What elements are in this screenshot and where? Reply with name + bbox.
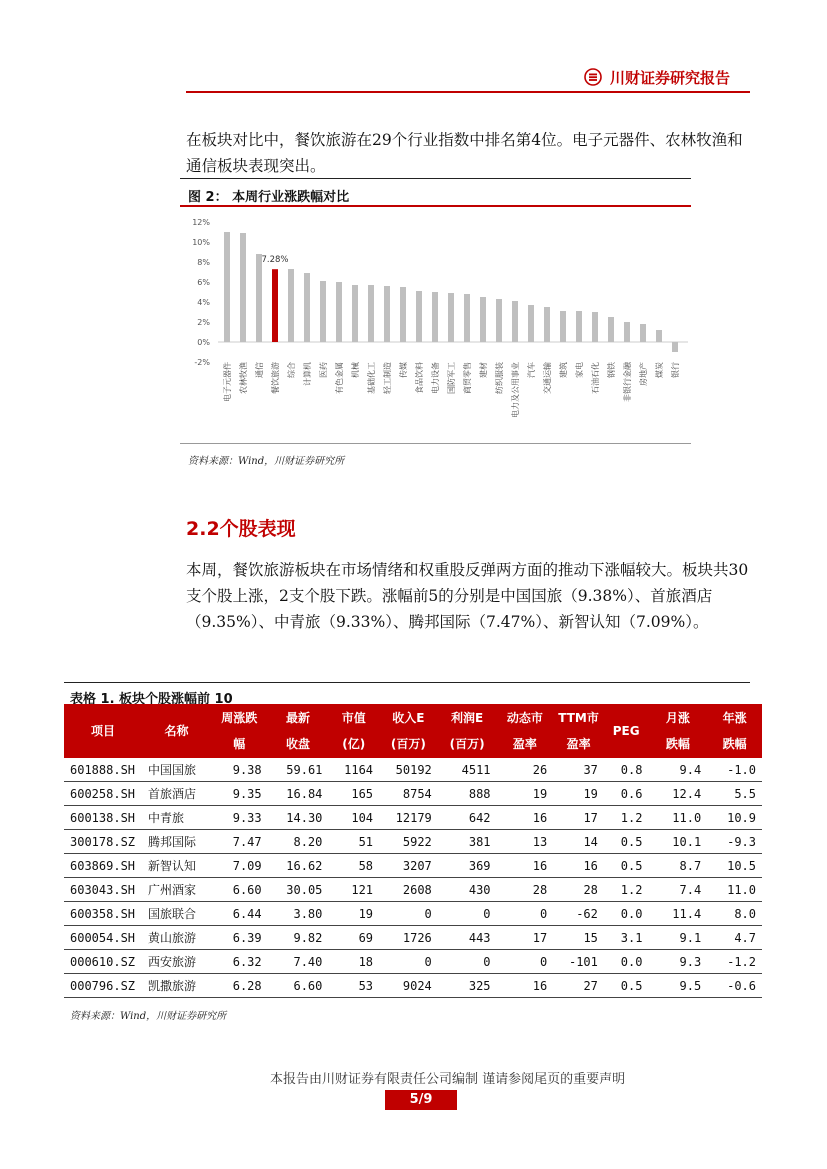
cell-code: 600358.SH bbox=[64, 902, 142, 926]
x-tick-label: 银行 bbox=[671, 362, 680, 378]
x-tick-label: 钢铁 bbox=[607, 362, 616, 378]
bar bbox=[320, 281, 326, 342]
table-row bbox=[64, 902, 762, 926]
cell-latest-close: 16.84 bbox=[268, 782, 329, 806]
top10-stocks-table bbox=[64, 704, 762, 998]
cell-weekly-change: 7.47 bbox=[211, 830, 268, 854]
cell-market-cap: 1164 bbox=[328, 758, 379, 782]
cell-ttm-pe: 14 bbox=[553, 830, 604, 854]
cell-yearly-change: -1.2 bbox=[707, 950, 762, 974]
figure-title: 图 2： 本周行业涨跌幅对比 bbox=[188, 190, 350, 205]
bar bbox=[544, 307, 550, 342]
cell-weekly-change: 7.09 bbox=[211, 854, 268, 878]
cell-revenue-e: 0 bbox=[379, 902, 438, 926]
cell-market-cap: 69 bbox=[328, 926, 379, 950]
cell-latest-close: 7.40 bbox=[268, 950, 329, 974]
bar bbox=[240, 233, 246, 342]
cell-peg: 1.2 bbox=[604, 878, 649, 902]
x-tick-label: 有色金属 bbox=[335, 362, 344, 394]
x-tick-label: 综合 bbox=[287, 362, 296, 378]
x-tick-label: 食品饮料 bbox=[415, 362, 424, 394]
x-tick-label: 电子元器件 bbox=[223, 362, 232, 402]
cell-monthly-change: 11.4 bbox=[648, 902, 707, 926]
figure-title-rule bbox=[180, 205, 691, 207]
cell-yearly-change: 11.0 bbox=[707, 878, 762, 902]
cell-revenue-e: 8754 bbox=[379, 782, 438, 806]
table-row bbox=[64, 878, 762, 902]
cell-code: 000610.SZ bbox=[64, 950, 142, 974]
table-body bbox=[64, 758, 762, 998]
cell-forward-pe: 16 bbox=[497, 974, 554, 998]
x-tick-label: 商贸零售 bbox=[463, 362, 472, 394]
cell-profit-e: 369 bbox=[438, 854, 497, 878]
table-row bbox=[64, 854, 762, 878]
cell-name: 首旅酒店 bbox=[142, 782, 211, 806]
cell-market-cap: 18 bbox=[328, 950, 379, 974]
bar bbox=[448, 293, 454, 342]
y-tick-label: 2% bbox=[197, 318, 210, 327]
bar bbox=[560, 311, 566, 342]
header-latest-close: 最新 收盘 bbox=[286, 711, 311, 751]
x-tick-label: 煤炭 bbox=[655, 362, 664, 378]
cell-monthly-change: 9.4 bbox=[648, 758, 707, 782]
cell-market-cap: 53 bbox=[328, 974, 379, 998]
x-tick-label: 石油石化 bbox=[591, 362, 600, 394]
cell-latest-close: 30.05 bbox=[268, 878, 329, 902]
cell-latest-close: 8.20 bbox=[268, 830, 329, 854]
cell-revenue-e: 5922 bbox=[379, 830, 438, 854]
cell-ttm-pe: 15 bbox=[553, 926, 604, 950]
cell-forward-pe: 17 bbox=[497, 926, 554, 950]
data-label: 7.28% bbox=[261, 255, 289, 266]
y-tick-label: -2% bbox=[194, 358, 210, 367]
figure-source: 资料来源：Wind，川财证券研究所 bbox=[188, 456, 345, 467]
cell-yearly-change: -9.3 bbox=[707, 830, 762, 854]
cell-monthly-change: 10.1 bbox=[648, 830, 707, 854]
cell-name: 国旅联合 bbox=[142, 902, 211, 926]
bar bbox=[224, 232, 230, 342]
footer-disclaimer: 本报告由川财证券有限责任公司编制 谨请参阅尾页的重要声明 bbox=[270, 1072, 626, 1087]
cell-weekly-change: 9.35 bbox=[211, 782, 268, 806]
table-row bbox=[64, 830, 762, 854]
cell-latest-close: 14.30 bbox=[268, 806, 329, 830]
figure-top-rule bbox=[180, 178, 691, 179]
cell-yearly-change: 4.7 bbox=[707, 926, 762, 950]
x-tick-label: 餐饮旅游 bbox=[271, 362, 280, 394]
x-tick-label: 建筑 bbox=[559, 362, 568, 378]
company-logo-icon bbox=[584, 68, 602, 86]
bar bbox=[576, 311, 582, 342]
cell-peg: 0.6 bbox=[604, 782, 649, 806]
cell-yearly-change: 8.0 bbox=[707, 902, 762, 926]
table-row bbox=[64, 950, 762, 974]
cell-name: 中青旅 bbox=[142, 806, 211, 830]
y-tick-label: 6% bbox=[197, 278, 210, 287]
bar bbox=[336, 282, 342, 342]
x-tick-label: 电力及公用事业 bbox=[511, 362, 520, 418]
bar bbox=[384, 286, 390, 342]
table-row bbox=[64, 758, 762, 782]
header-weekly-change: 周涨跌 幅 bbox=[221, 711, 258, 751]
header-ttm-pe: TTM市 盈率 bbox=[558, 711, 599, 751]
cell-profit-e: 0 bbox=[438, 950, 497, 974]
cell-forward-pe: 16 bbox=[497, 806, 554, 830]
cell-ttm-pe: 19 bbox=[553, 782, 604, 806]
cell-peg: 0.5 bbox=[604, 830, 649, 854]
table-row bbox=[64, 782, 762, 806]
report-brand-title: 川财证券研究报告 bbox=[610, 69, 731, 87]
cell-code: 601888.SH bbox=[64, 758, 142, 782]
table-caption: 表格 1. 板块个股涨幅前 10 bbox=[70, 692, 233, 707]
bar bbox=[496, 299, 502, 342]
cell-forward-pe: 19 bbox=[497, 782, 554, 806]
bar bbox=[624, 322, 630, 342]
x-tick-label: 家电 bbox=[575, 362, 584, 378]
cell-peg: 0.5 bbox=[604, 974, 649, 998]
cell-latest-close: 3.80 bbox=[268, 902, 329, 926]
cell-name: 黄山旅游 bbox=[142, 926, 211, 950]
y-tick-label: 12% bbox=[192, 218, 210, 227]
cell-revenue-e: 3207 bbox=[379, 854, 438, 878]
cell-latest-close: 59.61 bbox=[268, 758, 329, 782]
cell-name: 西安旅游 bbox=[142, 950, 211, 974]
cell-forward-pe: 0 bbox=[497, 950, 554, 974]
cell-code: 300178.SZ bbox=[64, 830, 142, 854]
cell-monthly-change: 9.1 bbox=[648, 926, 707, 950]
cell-yearly-change: 10.9 bbox=[707, 806, 762, 830]
cell-peg: 0.8 bbox=[604, 758, 649, 782]
cell-ttm-pe: -62 bbox=[553, 902, 604, 926]
cell-yearly-change: -1.0 bbox=[707, 758, 762, 782]
cell-code: 600258.SH bbox=[64, 782, 142, 806]
cell-monthly-change: 11.0 bbox=[648, 806, 707, 830]
cell-yearly-change: -0.6 bbox=[707, 974, 762, 998]
cell-monthly-change: 9.3 bbox=[648, 950, 707, 974]
cell-monthly-change: 12.4 bbox=[648, 782, 707, 806]
cell-market-cap: 121 bbox=[328, 878, 379, 902]
x-tick-label: 农林牧渔 bbox=[239, 362, 248, 394]
intro-paragraph: 在板块对比中，餐饮旅游在29个行业指数中排名第4位。电子元器件、农林牧渔和通信板块表现突出。 bbox=[186, 131, 743, 175]
cell-code: 603869.SH bbox=[64, 854, 142, 878]
cell-latest-close: 9.82 bbox=[268, 926, 329, 950]
bar bbox=[416, 291, 422, 342]
cell-monthly-change: 9.5 bbox=[648, 974, 707, 998]
bar bbox=[608, 317, 614, 342]
bar bbox=[352, 285, 358, 342]
cell-code: 000796.SZ bbox=[64, 974, 142, 998]
table-header-row bbox=[64, 704, 762, 758]
cell-profit-e: 443 bbox=[438, 926, 497, 950]
header-item: 项目 bbox=[91, 724, 116, 738]
cell-name: 凯撒旅游 bbox=[142, 974, 211, 998]
cell-yearly-change: 10.5 bbox=[707, 854, 762, 878]
cell-market-cap: 51 bbox=[328, 830, 379, 854]
bar bbox=[480, 297, 486, 342]
cell-monthly-change: 7.4 bbox=[648, 878, 707, 902]
y-tick-label: 10% bbox=[192, 238, 210, 247]
cell-market-cap: 165 bbox=[328, 782, 379, 806]
page-number: 5/9 bbox=[385, 1090, 457, 1110]
table-row bbox=[64, 806, 762, 830]
cell-code: 600138.SH bbox=[64, 806, 142, 830]
cell-peg: 1.2 bbox=[604, 806, 649, 830]
bar bbox=[528, 305, 534, 342]
bar bbox=[512, 301, 518, 342]
cell-code: 600054.SH bbox=[64, 926, 142, 950]
cell-revenue-e: 0 bbox=[379, 950, 438, 974]
section-paragraph: 本周，餐饮旅游板块在市场情绪和权重股反弹两方面的推动下涨幅较大。板块共30支个股上涨，2支个股下跌。涨幅前5的分别是中国国旅（9.38%）、首旅酒店（9.35%）、中青旅（9.33%）、腾邦国际（7.47%）、新智认知（7.09%）。 bbox=[186, 561, 749, 631]
cell-weekly-change: 6.44 bbox=[211, 902, 268, 926]
header-forward-pe: 动态市 盈率 bbox=[506, 711, 543, 751]
x-tick-label: 计算机 bbox=[303, 362, 312, 386]
cell-revenue-e: 9024 bbox=[379, 974, 438, 998]
cell-peg: 0.0 bbox=[604, 902, 649, 926]
cell-ttm-pe: 16 bbox=[553, 854, 604, 878]
cell-profit-e: 888 bbox=[438, 782, 497, 806]
bar bbox=[304, 273, 310, 342]
x-tick-label: 建材 bbox=[479, 362, 488, 378]
bar bbox=[368, 285, 374, 342]
cell-forward-pe: 13 bbox=[497, 830, 554, 854]
cell-forward-pe: 0 bbox=[497, 902, 554, 926]
cell-forward-pe: 28 bbox=[497, 878, 554, 902]
cell-ttm-pe: 28 bbox=[553, 878, 604, 902]
cell-code: 603043.SH bbox=[64, 878, 142, 902]
bar bbox=[272, 269, 278, 342]
cell-peg: 0.0 bbox=[604, 950, 649, 974]
cell-peg: 3.1 bbox=[604, 926, 649, 950]
bar bbox=[256, 254, 262, 342]
cell-name: 腾邦国际 bbox=[142, 830, 211, 854]
cell-profit-e: 325 bbox=[438, 974, 497, 998]
cell-profit-e: 430 bbox=[438, 878, 497, 902]
cell-name: 中国国旅 bbox=[142, 758, 211, 782]
table-top-rule bbox=[64, 682, 750, 683]
bar bbox=[432, 292, 438, 342]
cell-market-cap: 104 bbox=[328, 806, 379, 830]
y-tick-label: 0% bbox=[197, 338, 210, 347]
x-tick-label: 传媒 bbox=[399, 362, 408, 378]
table-source: 资料来源：Wind，川财证券研究所 bbox=[70, 1011, 227, 1022]
cell-latest-close: 6.60 bbox=[268, 974, 329, 998]
x-tick-label: 交通运输 bbox=[543, 362, 552, 394]
cell-forward-pe: 16 bbox=[497, 854, 554, 878]
cell-market-cap: 58 bbox=[328, 854, 379, 878]
header-rule bbox=[186, 91, 750, 93]
cell-yearly-change: 5.5 bbox=[707, 782, 762, 806]
x-tick-label: 医药 bbox=[319, 362, 328, 378]
industry-change-bar-chart bbox=[180, 208, 691, 440]
x-tick-label: 轻工制造 bbox=[383, 362, 392, 394]
figure-bottom-rule bbox=[180, 443, 691, 444]
bar bbox=[288, 269, 294, 342]
cell-name: 广州酒家 bbox=[142, 878, 211, 902]
cell-ttm-pe: 17 bbox=[553, 806, 604, 830]
cell-monthly-change: 8.7 bbox=[648, 854, 707, 878]
x-tick-label: 国防军工 bbox=[447, 362, 456, 394]
table-row bbox=[64, 974, 762, 998]
y-tick-label: 4% bbox=[197, 298, 210, 307]
cell-weekly-change: 6.60 bbox=[211, 878, 268, 902]
cell-forward-pe: 26 bbox=[497, 758, 554, 782]
cell-revenue-e: 50192 bbox=[379, 758, 438, 782]
cell-latest-close: 16.62 bbox=[268, 854, 329, 878]
header-name: 名称 bbox=[164, 724, 189, 738]
header-revenue-e: 收入E (百万) bbox=[390, 711, 426, 751]
cell-profit-e: 0 bbox=[438, 902, 497, 926]
header-yearly-change: 年涨 跌幅 bbox=[722, 711, 747, 751]
bar bbox=[656, 330, 662, 342]
header-monthly-change: 月涨 跌幅 bbox=[665, 711, 690, 751]
cell-revenue-e: 2608 bbox=[379, 878, 438, 902]
cell-weekly-change: 9.38 bbox=[211, 758, 268, 782]
cell-name: 新智认知 bbox=[142, 854, 211, 878]
cell-ttm-pe: 37 bbox=[553, 758, 604, 782]
bar bbox=[400, 287, 406, 342]
bar bbox=[592, 312, 598, 342]
x-tick-label: 电力设备 bbox=[431, 362, 440, 394]
x-tick-label: 机械 bbox=[351, 362, 360, 378]
x-tick-label: 纺织服装 bbox=[495, 362, 504, 394]
cell-weekly-change: 6.32 bbox=[211, 950, 268, 974]
cell-profit-e: 381 bbox=[438, 830, 497, 854]
cell-weekly-change: 9.33 bbox=[211, 806, 268, 830]
cell-market-cap: 19 bbox=[328, 902, 379, 926]
header-market-cap: 市值 (亿) bbox=[341, 711, 366, 751]
cell-weekly-change: 6.39 bbox=[211, 926, 268, 950]
x-tick-label: 房地产 bbox=[639, 362, 648, 386]
cell-ttm-pe: -101 bbox=[553, 950, 604, 974]
bar bbox=[640, 324, 646, 342]
cell-revenue-e: 1726 bbox=[379, 926, 438, 950]
y-tick-label: 8% bbox=[197, 258, 210, 267]
cell-weekly-change: 6.28 bbox=[211, 974, 268, 998]
x-tick-label: 基础化工 bbox=[367, 362, 376, 394]
cell-ttm-pe: 27 bbox=[553, 974, 604, 998]
header-peg: PEG bbox=[612, 724, 640, 738]
cell-peg: 0.5 bbox=[604, 854, 649, 878]
cell-profit-e: 642 bbox=[438, 806, 497, 830]
x-tick-label: 通信 bbox=[255, 362, 264, 378]
bar bbox=[464, 294, 470, 342]
x-tick-label: 非银行金融 bbox=[623, 362, 632, 402]
table-row bbox=[64, 926, 762, 950]
header-profit-e: 利润E (百万) bbox=[449, 711, 485, 751]
bar bbox=[672, 342, 678, 352]
cell-profit-e: 4511 bbox=[438, 758, 497, 782]
x-tick-label: 汽车 bbox=[527, 362, 536, 378]
section-title: 2.2个股表现 bbox=[186, 518, 296, 540]
cell-revenue-e: 12179 bbox=[379, 806, 438, 830]
